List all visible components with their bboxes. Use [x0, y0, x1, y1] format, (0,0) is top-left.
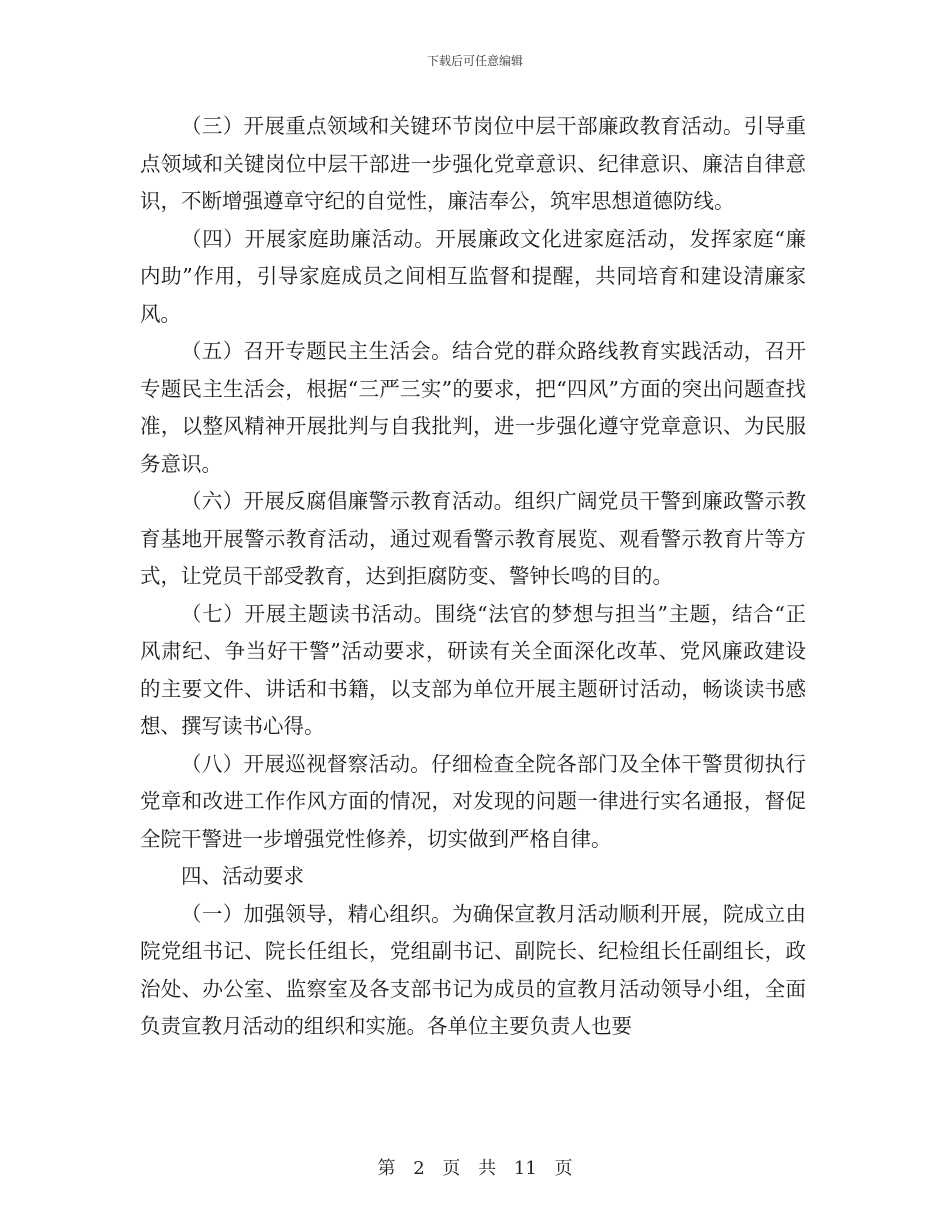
footer-total-prefix: 共	[478, 1158, 497, 1179]
paragraph-6: （六）开展反腐倡廉警示教育活动。组织广阔党员干警到廉政警示教育基地开展警示教育活动，通过观看警示教育展览、观看警示教育片等方式，让党员干部受教育，达到拒腐防变、警钟长鸣的目的。	[140, 489, 806, 588]
paragraph-8: （八）开展巡视督察活动。仔细检查全院各部门及全体干警贯彻执行党章和改进工作作风方面的情况，对发现的问题一律进行实名通报，督促全院干警进一步增强党性修养，切实做到严格自律。	[140, 751, 806, 851]
section-heading: 四、活动要求	[181, 864, 304, 888]
paragraph-4: （四）开展家庭助廉活动。开展廉政文化进家庭活动，发挥家庭“廉内助”作用，引导家庭成员之间相互监督和提醒，共同培育和建设清廉家风。	[140, 226, 806, 326]
footer-prefix: 第	[377, 1158, 396, 1179]
footer-page-unit: 页	[442, 1158, 461, 1179]
page-header: 下载后可任意编辑	[426, 54, 523, 68]
paragraph-3: （三）开展重点领域和关键环节岗位中层干部廉政教育活动。引导重点领域和关键岗位中层干部进一步强化党章意识、纪律意识、廉洁自律意识，不断增强遵章守纪的自觉性，廉洁奉公，筑牢思想道德防线。	[140, 114, 806, 213]
paragraph-7: （七）开展主题读书活动。围绕“法官的梦想与担当”主题，结合“正风肃纪、争当好干警”活动要求，研读有关全面深化改革、党风廉政建设的主要文件、讲话和书籍，以支部为单位开展主题研讨活动，畅谈读书感想、撰写读书心得。	[140, 601, 806, 738]
footer-total-pages: 11	[513, 1158, 537, 1179]
footer-page-number: 2	[413, 1158, 425, 1179]
paragraph-requirement-1: （一）加强领导，精心组织。为确保宣教月活动顺利开展，院成立由院党组书记、院长任组长，党组副书记、副院长、纪检组长任副组长，政治处、办公室、监察室及各支部书记为成员的宣教月活动领导小组，全面负责宣教月活动的组织和实施。各单位主要负责人也要	[140, 901, 806, 1038]
paragraph-5: （五）召开专题民主生活会。结合党的群众路线教育实践活动，召开专题民主生活会，根据“三严三实”的要求，把“四风”方面的突出问题查找准，以整风精神开展批判与自我批判，进一步强化遵守党章意识、为民服务意识。	[140, 339, 806, 476]
footer-total-unit: 页	[554, 1158, 573, 1179]
document-body	[140, 108, 806, 1046]
page-footer	[0, 1154, 950, 1180]
